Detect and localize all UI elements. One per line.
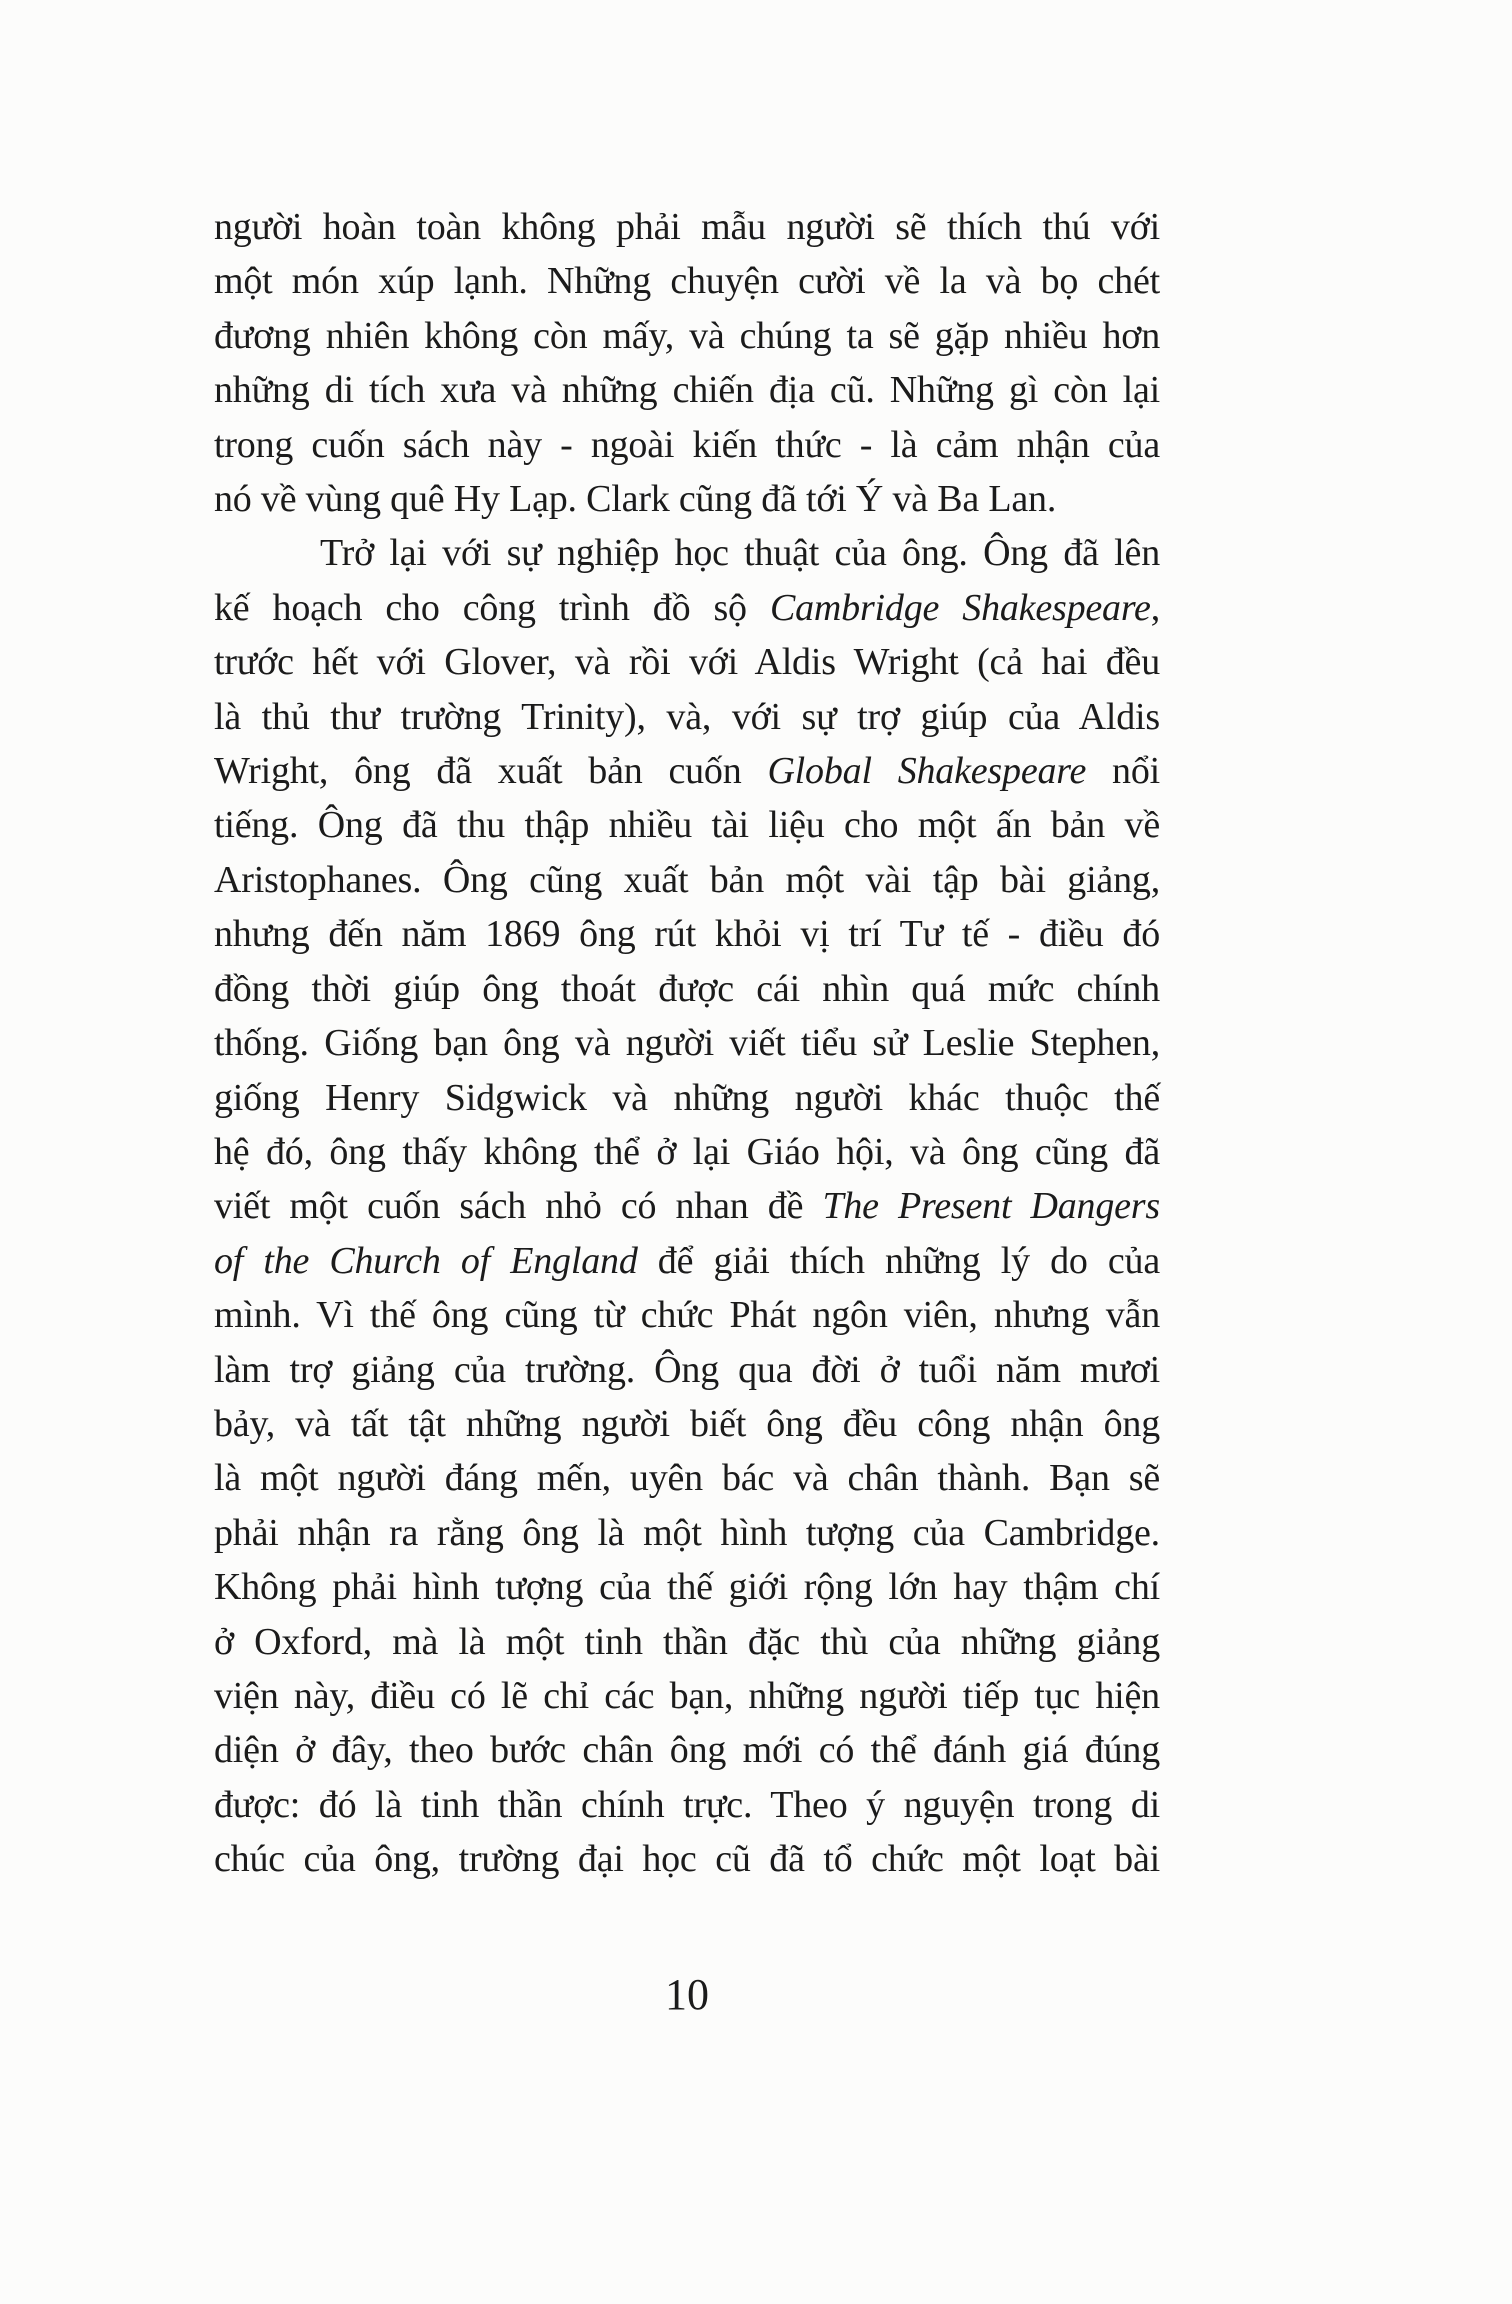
text-line: [214, 1288, 1160, 1342]
text-line: [214, 690, 1160, 744]
text-line: [214, 1560, 1160, 1614]
text-segment: được: đó là tinh thần chính trực. Theo ý nguyện trong di: [214, 1783, 1160, 1826]
text-segment: những di tích xưa và những chiến địa cũ. Những gì còn lại: [214, 369, 1160, 412]
text-line: [214, 1234, 1160, 1288]
text-line: [214, 1343, 1160, 1397]
text-segment: đồng thời giúp ông thoát được cái nhìn quá mức chính: [214, 967, 1160, 1010]
text-line: [214, 1016, 1160, 1070]
italic-title-segment: The Present Dangers: [822, 1185, 1160, 1228]
text-line: [214, 798, 1160, 852]
text-segment: hệ đó, ông thấy không thể ở lại Giáo hội, và ông cũng đã: [214, 1130, 1160, 1173]
text-segment: trước hết với Glover, và rồi với Aldis Wright (cả hai đều: [214, 641, 1160, 684]
text-line: [214, 907, 1160, 961]
text-line: [214, 472, 1160, 526]
text-line: [214, 1615, 1160, 1669]
text-segment: mình. Vì thế ông cũng từ chức Phát ngôn viên, nhưng vẫn: [214, 1294, 1160, 1337]
text-segment: ,: [1150, 586, 1161, 629]
italic-title-segment: of the Church of England: [214, 1239, 638, 1282]
page-number: 10: [665, 1970, 709, 2019]
text-line: [214, 1723, 1160, 1777]
text-segment: giống Henry Sidgwick và những người khác thuộc thế: [214, 1076, 1160, 1119]
text-segment: phải nhận ra rằng ông là một hình tượng của Cambridge.: [214, 1511, 1160, 1554]
text-line: [214, 744, 1160, 798]
text-line: [214, 1397, 1160, 1451]
text-line: [214, 200, 1160, 254]
text-segment: nổi: [1086, 750, 1160, 793]
text-line: [214, 1778, 1160, 1832]
text-segment: Wright, ông đã xuất bản cuốn: [214, 750, 768, 793]
text-column: [214, 200, 1160, 1887]
text-segment: viện này, điều có lẽ chỉ các bạn, những người tiếp tục hiện: [214, 1674, 1160, 1717]
text-segment: là thủ thư trường Trinity), và, với sự trợ giúp của Aldis: [214, 695, 1160, 738]
text-line: [214, 1669, 1160, 1723]
text-segment: kế hoạch cho công trình đồ sộ: [214, 586, 770, 629]
text-line: [214, 962, 1160, 1016]
text-segment: chúc của ông, trường đại học cũ đã tổ chức một loạt bài: [214, 1838, 1160, 1881]
text-segment: là một người đáng mến, uyên bác và chân thành. Bạn sẽ: [214, 1457, 1160, 1500]
text-segment: trong cuốn sách này - ngoài kiến thức - là cảm nhận của: [214, 423, 1160, 466]
text-segment: nó về vùng quê Hy Lạp. Clark cũng đã tới Ý và Ba Lan.: [214, 478, 1057, 521]
text-line: [214, 363, 1160, 417]
text-segment: tiếng. Ông đã thu thập nhiều tài liệu cho một ấn bản về: [214, 804, 1160, 847]
text-segment: ở Oxford, mà là một tinh thần đặc thù của những giảng: [214, 1620, 1160, 1663]
text-segment: Trở lại với sự nghiệp học thuật của ông. Ông đã lên: [320, 532, 1160, 575]
text-segment: Aristophanes. Ông cũng xuất bản một vài tập bài giảng,: [214, 858, 1160, 901]
text-line: [214, 635, 1160, 689]
text-line: [214, 526, 1160, 580]
text-segment: làm trợ giảng của trường. Ông qua đời ở tuổi năm mươi: [214, 1348, 1160, 1391]
italic-title-segment: Global Shakespeare: [767, 750, 1087, 793]
text-segment: người hoàn toàn không phải mẫu người sẽ thích thú với: [214, 206, 1160, 248]
text-line: [214, 1832, 1160, 1886]
text-segment: nhưng đến năm 1869 ông rút khỏi vị trí Tư tế - điều đó: [214, 913, 1160, 956]
text-segment: để giải thích những lý do của: [637, 1239, 1160, 1282]
text-line: [214, 1451, 1160, 1505]
text-line: [214, 1071, 1160, 1125]
text-segment: đương nhiên không còn mấy, và chúng ta sẽ gặp nhiều hơn: [214, 314, 1160, 357]
text-line: [214, 309, 1160, 363]
text-line: [214, 581, 1160, 635]
text-line: [214, 254, 1160, 308]
text-segment: Không phải hình tượng của thế giới rộng lớn hay thậm chí: [214, 1566, 1160, 1609]
text-line: [214, 1506, 1160, 1560]
text-segment: diện ở đây, theo bước chân ông mới có thể đánh giá đúng: [214, 1729, 1160, 1772]
text-segment: một món xúp lạnh. Những chuyện cười về la và bọ chét: [214, 260, 1160, 303]
text-line: [214, 418, 1160, 472]
italic-title-segment: Cambridge Shakespeare: [769, 586, 1151, 629]
text-segment: viết một cuốn sách nhỏ có nhan đề: [214, 1185, 823, 1228]
text-line: [214, 1179, 1160, 1233]
text-segment: bảy, và tất tật những người biết ông đều công nhận ông: [214, 1402, 1160, 1445]
text-line: [214, 1125, 1160, 1179]
text-line: [214, 853, 1160, 907]
text-segment: thống. Giống bạn ông và người viết tiểu sử Leslie Stephen,: [214, 1022, 1160, 1065]
